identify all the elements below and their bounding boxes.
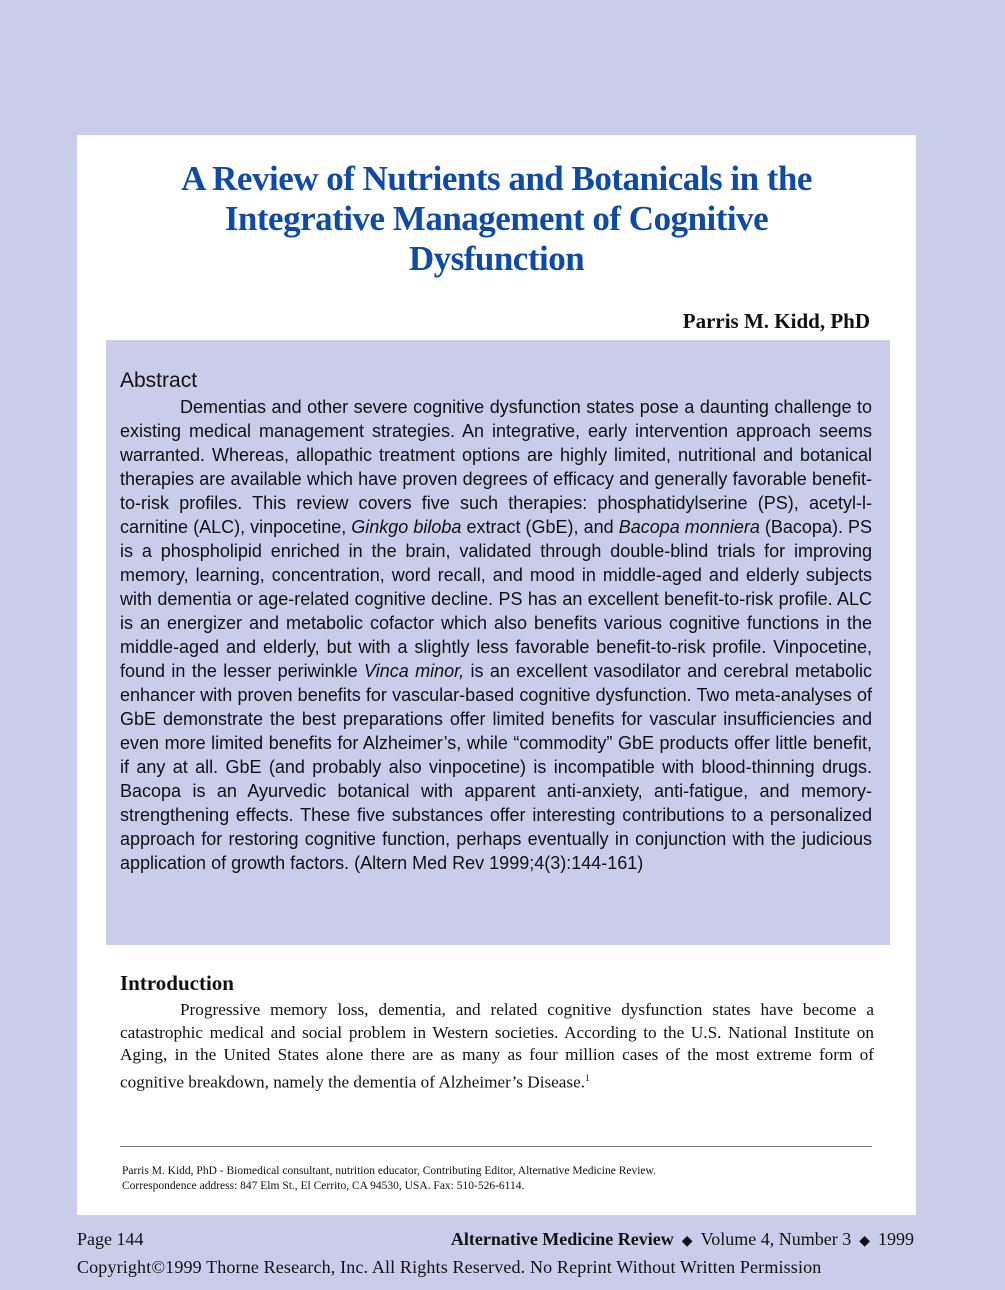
footnote-divider	[120, 1146, 872, 1147]
introduction-paragraph: Progressive memory loss, dementia, and related cognitive dysfunction states have become a catastrophic medical and social problem in Western societies. According to the U.S. National Institute on Aging, in the United States alone there are as many as four million cases of the most extreme form of cognitive breakdown, namely the dementia of Alzheimer’s Disease.	[120, 1000, 874, 1092]
journal-footer	[451, 1229, 914, 1250]
copyright-notice: Copyright©1999 Thorne Research, Inc. All Rights Reserved. No Reprint Without Written Permission	[77, 1257, 822, 1277]
footnote-line-1: Parris M. Kidd, PhD - Biomedical consultant, nutrition educator, Contributing Editor, Alternative Medicine Review.	[122, 1165, 656, 1177]
abstract-text-part-4: is an excellent vasodilator and cerebral metabolic enhancer with proven benefits for vascular-based cognitive dysfunction. Two meta-analyses of GbE demonstrate the best preparations offer limited benefits for vascular insufficiencies and even more limited benefits for Alzheimer’s, while “commodity” GbE products offer little benefit, if any at all. GbE (and probably also vinpocetine) is incompatible with blood-thinning drugs. Bacopa is an Ayurvedic botanical with apparent anti-anxiety, anti-fatigue, and memory-strengthening effects. These five substances offer interesting contributions to a personalized approach for restoring cognitive function, perhaps eventually in conjunction with the judicious application of growth factors. (Altern Med Rev 1999;4(3):144-161)	[120, 661, 873, 873]
volume-info: Volume 4, Number 3	[700, 1229, 852, 1249]
diamond-separator-icon: ◆	[681, 1234, 693, 1249]
abstract-italic-vinca: Vinca minor,	[364, 661, 465, 681]
abstract-text-part-1: Dementias and other severe cognitive dysfunction states pose a daunting challenge to existing medical management strategies. An integrative, early intervention approach seems warranted. Whereas, allopathic treatment options are highly limited, nutritional and botanical therapies are available which have proven degrees of efficacy and generally favorable benefit-to-risk profiles. This review covers five such therapies: phosphatidylserine (PS), acetyl-l-carnitine (ALC), vinpocetine,	[120, 397, 872, 537]
abstract-heading: Abstract	[120, 369, 198, 392]
author-name: Parris M. Kidd, PhD	[682, 309, 870, 333]
title-line-2: Integrative Management of Cognitive	[224, 199, 769, 238]
title-line-1: A Review of Nutrients and Botanicals in the	[181, 159, 812, 198]
article-page	[77, 135, 916, 1215]
introduction-text	[120, 999, 874, 1094]
article-title	[77, 159, 916, 279]
abstract-text	[120, 395, 872, 875]
page-number: Page 144	[77, 1229, 144, 1249]
diamond-separator-icon: ◆	[859, 1234, 870, 1249]
footnote-line-2: Correspondence address: 847 Elm St., El Cerrito, CA 94530, USA. Fax: 510-526-6114.	[122, 1180, 525, 1192]
publication-year: 1999	[878, 1229, 914, 1249]
author-footnote	[122, 1164, 872, 1194]
abstract-box	[106, 340, 890, 945]
abstract-italic-bacopa: Bacopa monniera	[618, 517, 760, 537]
introduction-heading: Introduction	[120, 971, 234, 995]
abstract-italic-ginkgo: Ginkgo biloba	[351, 517, 462, 537]
abstract-text-part-3: (Bacopa). PS is a phospholipid enriched in the brain, validated through double-blind trials for improving memory, learning, concentration, word recall, and mood in middle-aged and elderly subjects with dementia or age-related cognitive decline. PS has an excellent benefit-to-risk profile. ALC is an energizer and metabolic cofactor which also benefits various cognitive functions in the middle-aged and elderly, but with a slightly less favorable benefit-to-risk profile. Vinpocetine, found in the lesser periwinkle	[120, 517, 873, 681]
journal-name: Alternative Medicine Review	[450, 1229, 674, 1249]
abstract-text-part-2: extract (GbE), and	[461, 517, 619, 537]
title-line-3: Dysfunction	[408, 239, 585, 278]
reference-superscript[interactable]: 1	[585, 1072, 590, 1083]
